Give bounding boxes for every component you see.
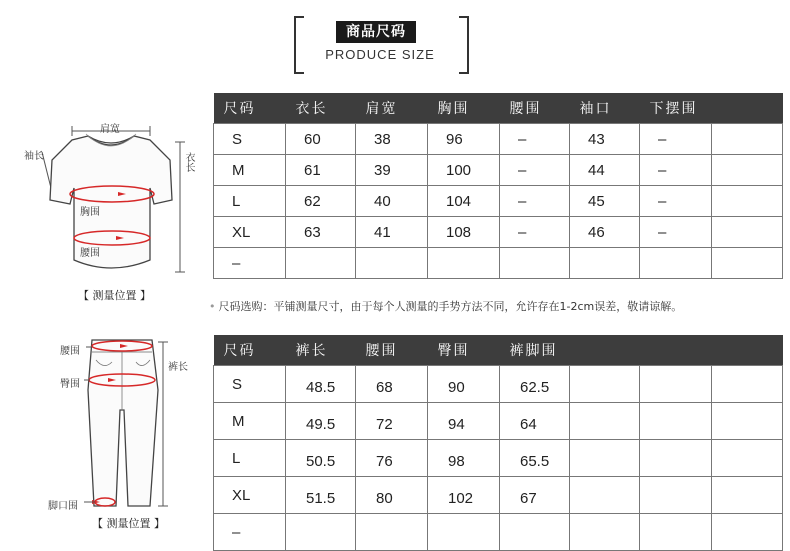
table-cell: 80: [356, 477, 428, 514]
pants-length-label: 裤长: [168, 362, 188, 373]
column-header: 腰围: [356, 335, 428, 366]
table-cell: [356, 248, 428, 279]
table-cell: –: [640, 155, 712, 186]
chest-label: 胸围: [80, 207, 100, 218]
table-cell: 76: [356, 440, 428, 477]
table-cell: 39: [356, 155, 428, 186]
column-header: [712, 335, 783, 366]
table-row: [214, 440, 783, 477]
table-cell: 64: [500, 403, 570, 440]
column-header: 裤脚围: [500, 335, 570, 366]
table-cell: [428, 514, 500, 551]
table-cell: 45: [570, 186, 640, 217]
table-cell: [640, 366, 712, 403]
table-row: [214, 124, 783, 155]
sleeve-label: 袖长: [24, 151, 44, 162]
column-header: 臀围: [428, 335, 500, 366]
table-cell: 94: [428, 403, 500, 440]
waist-label: 腰围: [80, 248, 100, 259]
hip-label: 臀围: [60, 379, 80, 390]
table-cell: [286, 248, 356, 279]
table-cell: 100: [428, 155, 500, 186]
table-cell: 50.5: [286, 440, 356, 477]
table-row: [214, 248, 783, 279]
table-cell: [712, 217, 783, 248]
table-cell: [712, 186, 783, 217]
table-cell: 67: [500, 477, 570, 514]
table-row: [214, 217, 783, 248]
pants-size-table: [213, 335, 783, 551]
table-cell: 102: [428, 477, 500, 514]
table-cell: [570, 514, 640, 551]
table-cell: 62.5: [500, 366, 570, 403]
table-cell: [640, 403, 712, 440]
column-header: [570, 335, 640, 366]
size-note-text: 尺码选购：平铺测量尺寸，由于每个人测量的手势方法不同，允许存在1-2cm误差，敬请谅解。: [218, 300, 683, 313]
table-cell: 60: [286, 124, 356, 155]
table-row: [214, 477, 783, 514]
table-cell: [570, 440, 640, 477]
column-header: 尺码: [214, 93, 286, 124]
table-cell: [712, 403, 783, 440]
title-bracket-right: [459, 16, 469, 74]
size-cell: XL: [214, 477, 286, 514]
table-cell: [640, 477, 712, 514]
table-cell: [712, 124, 783, 155]
column-header: 衣长: [286, 93, 356, 124]
table-cell: [570, 477, 640, 514]
table-cell: 41: [356, 217, 428, 248]
table-cell: [286, 514, 356, 551]
size-cell: –: [214, 248, 286, 279]
table-cell: 46: [570, 217, 640, 248]
table-cell: [640, 248, 712, 279]
column-header: 胸围: [428, 93, 500, 124]
table-cell: 90: [428, 366, 500, 403]
column-header: 下摆围: [640, 93, 712, 124]
table-cell: [570, 366, 640, 403]
column-header: 裤长: [286, 335, 356, 366]
table-cell: –: [640, 186, 712, 217]
table-cell: –: [500, 186, 570, 217]
table-cell: –: [640, 217, 712, 248]
table-cell: 65.5: [500, 440, 570, 477]
table-cell: 38: [356, 124, 428, 155]
table-cell: [712, 477, 783, 514]
table-row: [214, 366, 783, 403]
table-cell: –: [500, 155, 570, 186]
table-cell: 62: [286, 186, 356, 217]
table-cell: 48.5: [286, 366, 356, 403]
table-cell: [712, 155, 783, 186]
size-cell: M: [214, 155, 286, 186]
table-cell: –: [500, 124, 570, 155]
table-cell: 63: [286, 217, 356, 248]
table-cell: [356, 514, 428, 551]
table-row: [214, 514, 783, 551]
table-cell: 104: [428, 186, 500, 217]
size-cell: XL: [214, 217, 286, 248]
table-cell: [712, 248, 783, 279]
table-cell: –: [500, 217, 570, 248]
table-cell: 44: [570, 155, 640, 186]
size-cell: L: [214, 440, 286, 477]
column-header: 腰围: [500, 93, 570, 124]
size-cell: S: [214, 366, 286, 403]
column-header: 尺码: [214, 335, 286, 366]
shirt-caption: 【 测量位置 】: [78, 289, 151, 302]
shoulder-label: 肩宽: [100, 124, 120, 135]
title-bracket-left: [294, 16, 304, 74]
size-cell: L: [214, 186, 286, 217]
table-cell: 43: [570, 124, 640, 155]
size-cell: M: [214, 403, 286, 440]
column-header: [640, 335, 712, 366]
table-cell: 49.5: [286, 403, 356, 440]
table-cell: 72: [356, 403, 428, 440]
table-cell: [500, 248, 570, 279]
table-cell: [640, 440, 712, 477]
size-cell: –: [214, 514, 286, 551]
table-cell: –: [640, 124, 712, 155]
table-cell: 61: [286, 155, 356, 186]
pants-table-header: [214, 335, 783, 366]
table-cell: [500, 514, 570, 551]
table-row: [214, 186, 783, 217]
table-cell: 51.5: [286, 477, 356, 514]
table-cell: 68: [356, 366, 428, 403]
page-subtitle: PRODUCE SIZE: [325, 47, 435, 62]
table-cell: [712, 440, 783, 477]
table-cell: [428, 248, 500, 279]
length-label: 衣长: [183, 152, 194, 172]
table-cell: [570, 403, 640, 440]
pants-waist-label: 腰围: [60, 346, 80, 357]
column-header: [712, 93, 783, 124]
table-row: [214, 403, 783, 440]
table-row: [214, 155, 783, 186]
table-cell: 96: [428, 124, 500, 155]
page-title: 商品尺码: [336, 21, 416, 43]
table-cell: 40: [356, 186, 428, 217]
table-cell: [712, 366, 783, 403]
hem-label: 脚口围: [48, 501, 78, 512]
table-cell: 98: [428, 440, 500, 477]
table-cell: [712, 514, 783, 551]
table-cell: 108: [428, 217, 500, 248]
table-cell: [640, 514, 712, 551]
pants-caption: 【 测量位置 】: [92, 517, 165, 530]
column-header: 袖口: [570, 93, 640, 124]
size-note: • 尺码选购：平铺测量尺寸，由于每个人测量的手势方法不同，允许存在1-2cm误差，敬请谅解。: [209, 300, 683, 313]
size-cell: S: [214, 124, 286, 155]
table-cell: [570, 248, 640, 279]
top-table-header: [214, 93, 783, 124]
column-header: 肩宽: [356, 93, 428, 124]
top-size-table: [213, 93, 783, 279]
